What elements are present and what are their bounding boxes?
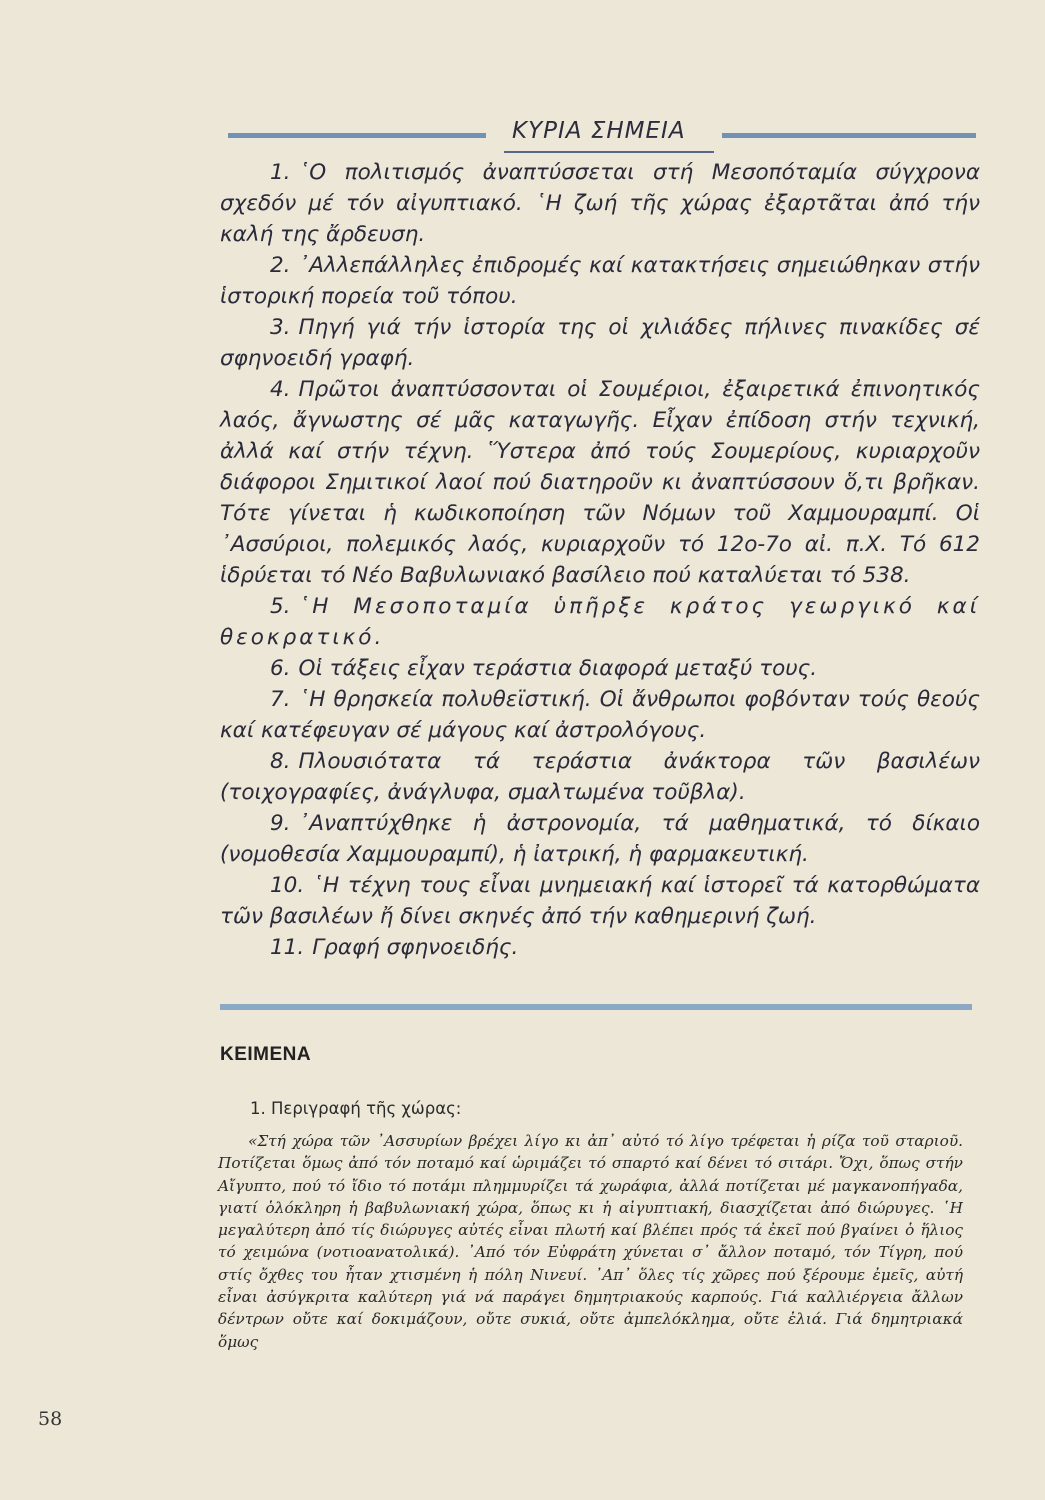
key-points-list bbox=[220, 157, 980, 963]
section-divider bbox=[220, 1004, 972, 1010]
header-rule-left bbox=[228, 133, 486, 138]
key-point: 2. ᾿Αλλεπάλληλες ἐπιδρομές καί κατακτήσεις σημειώθηκαν στήν ἱστορική πορεία τοῦ τόπου. bbox=[220, 253, 980, 309]
key-point: 6. Οἱ τάξεις εἶχαν τεράστια διαφορά μεταξύ τους. bbox=[270, 656, 818, 681]
key-point: 3. Πηγή γιά τήν ἱστορία της οἱ χιλιάδες πήλινες πινακίδες σέ σφηνοειδή γραφή. bbox=[220, 315, 980, 371]
title-underline bbox=[504, 151, 714, 153]
key-point: 8. Πλουσιότατα τά τεράστια ἀνάκτορα τῶν βασιλέων (τοιχογραφίες, ἀνάγλυφα, σμαλτωμένα τοῦβλα). bbox=[220, 749, 980, 805]
key-points-header bbox=[228, 118, 976, 154]
text1-heading: 1. Περιγραφή τῆς χώρας: bbox=[250, 1099, 462, 1118]
key-point: 9. ᾿Αναπτύχθηκε ἡ ἀστρονομία, τά μαθηματικά, τό δίκαιο (νομοθεσία Χαμμουραμπί), ἡ ἰατρική, ἡ φαρμακευτική. bbox=[220, 811, 980, 867]
text1-quote: «Στή χώρα τῶν ᾿Ασσυρίων βρέχει λίγο κι ἀπ᾿ αὐτό τό λίγο τρέφεται ἡ ρίζα τοῦ σταριοῦ. Ποτίζεται ὅμως ἀπό τόν ποταμό καί ὡριμάζει τό σπαρτό καί δένει τό σιτάρι. Ὄχι, ὅπως στήν Αἴγυπτο, πού τό ἴδιο τό ποτάμι πλημμυρίζει τά χωράφια, ἀλλά ποτίζεται μέ μαγκανοπήγαδα, γιατί ὁλόκληρη ἡ βαβυλωνιακή χώρα, ὅπως κι ἡ αἰγυπτιακή, διασχίζεται ἀπό διώρυγες. ῾Η μεγαλύτερη ἀπό τίς διώρυγες αὐτές εἶναι πλωτή καί βλέπει πρός τά ἐκεῖ πού βγαίνει ὁ ἥλιος τό χειμώνα (νοτιοανατολικά). ᾿Από τόν Εὐφράτη χύνεται σ᾿ ἄλλον ποταμό, τόν Τίγρη, πού στίς ὄχθες του ἦταν χτισμένη ἡ πόλη Νινευί. ᾿Απ᾿ ὅλες τίς χῶρες πού ξέρουμε ἐμεῖς, αὐτή εἶναι ἀσύγκριτα καλύτερη γιά νά παράγει δημητριακούς καρπούς. Γιά καλλιέργεια ἄλλων δέντρων οὔτε καί δοκιμάζουν, οὔτε συκιά, οὔτε ἀμπελόκλημα, οὔτε ἐλιά. Γιά δημητριακά ὅμως bbox=[218, 1132, 963, 1351]
key-point: 10. ῾Η τέχνη τους εἶναι μνημειακή καί ἱστορεῖ τά κατορθώματα τῶν βασιλέων ἤ δίνει σκηνές ἀπό τήν καθημερινή ζωή. bbox=[220, 873, 980, 929]
key-point: 7. ῾Η θρησκεία πολυθεϊστική. Οἱ ἄνθρωποι φοβόνταν τούς θεούς καί κατέφευγαν σέ μάγους καί ἀστρολόγους. bbox=[220, 687, 980, 743]
key-point: 5. ῾Η Μεσοποταμία ὑπῆρξε κράτος γεωργικό καί θεοκρατικό. bbox=[220, 594, 980, 650]
key-point: 11. Γραφή σφηνοειδής. bbox=[270, 935, 519, 960]
key-points-title: ΚΥΡΙΑ ΣΗΜΕΙΑ bbox=[512, 118, 686, 144]
texts-title: ΚΕΙΜΕΝΑ bbox=[220, 1044, 312, 1065]
header-rule-right bbox=[722, 133, 976, 138]
key-point: 1. ῾Ο πολιτισμός ἀναπτύσσεται στή Μεσοπόταμία σύγχρονα σχεδόν μέ τόν αἰγυπτιακό. ῾Η ζωή τῆς χώρας ἐξαρτᾶται ἀπό τήν καλή της ἄρδευση. bbox=[220, 160, 980, 247]
page-number: 58 bbox=[38, 1408, 63, 1430]
key-point: 4. Πρῶτοι ἀναπτύσσονται οἱ Σουμέριοι, ἐξαιρετικά ἐπινοητικός λαός, ἄγνωστης σέ μᾶς καταγωγῆς. Εἶχαν ἐπίδοση στήν τεχνική, ἀλλά καί στήν τέχνη. Ὕστερα ἀπό τούς Σουμερίους, κυριαρχοῦν διάφοροι Σημιτικοί λαοί πού διατηροῦν κι ἀναπτύσσουν ὅ,τι βρῆκαν. Τότε γίνεται ἡ κωδικοποίηση τῶν Νόμων τοῦ Χαμμουραμπί. Οἱ ᾿Ασσύριοι, πολεμικός λαός, κυριαρχοῦν τό 12ο-7ο αἰ. π.Χ. Τό 612 ἱδρύεται τό Νέο Βαβυλωνιακό βασίλειο πού καταλύεται τό 538. bbox=[220, 377, 980, 588]
